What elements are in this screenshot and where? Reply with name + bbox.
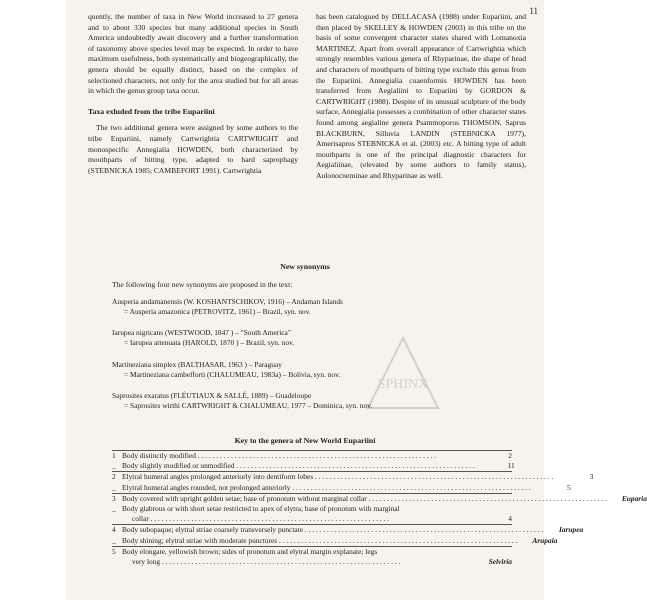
key-row [112,547,512,557]
synonym-line-2: = Iarupea attenuata (HAROLD, 1870 ) – Brazil, syn. nov. [124,338,295,347]
key-couplet-number: _ [112,461,116,471]
synonym-line-2: = Ausperia amazonica (PETROVITZ, 1961) – Brazil, syn. nov. [124,307,311,316]
key-couplet-text: Body glabrous or with short setae restricted to apex of elytra; base of pronotum with marginal [122,504,400,514]
synonym-entry [112,360,512,380]
key-couplet-text: Body subopaque; elytral striae coarsely transversely punctate . . . . . . . . . . . . . . . . . . . . . . . . . . . . . . . . . . . . . . . . . . . . . . . . . . . . . . . . . . . . . . . . . [122,525,544,535]
key-row [112,504,512,514]
left-para-1: quently, the number of taxa in New World increased to 27 genera and to about 330 species but many additional species in South America undoubtedly await discovery and a further transformation of taxonomy above species level may be expected. In order to have maximum usefulness, both systematically and biogeographically, the genera should be equally distinct, based on the complex of selectioned characters, not only for the area studied but for all areas in which the genus group taxa occur. [88,12,298,96]
synonyms-intro: The following four new synonyms are proposed in the text: [112,280,293,289]
page-number: 11 [529,6,538,16]
left-column [88,12,298,176]
key-couplet-number: _ [112,482,116,492]
key-couplet-number: 3 [112,493,116,503]
key-couplet-text: Body covered with upright golden setae; base of pronotum without marginal collar . . . . . . . . . . . . . . . . . . . . . . . . . . . . . . . . . . . . . . . . . . . . . . . . . . . . . . . . . . . . . . . . . [122,493,607,503]
key-row [112,461,515,471]
synonym-line-1: Iarupea nigricans (WESTWOOD, 1847 ) – "South America" [112,328,291,337]
left-para-2: The two additional genera were assigned by some authors to the tribe Eupariini, namely Cartwrightia CARTWRIGHT and monospecific Annegialia HOWDEN, both characterized by mouthparts of bitting type, adapted to hard saprophagy (STEBNICKA 1985; CAMBEFORT 1991). Cartwrightia [88,123,298,175]
synonym-line-1: Saprosites exaratus (FLÉUTIAUX & SALLÉ, 1889) – Guadeloupe [112,391,312,400]
key-result: Selviria [488,557,512,567]
two-column-text [88,12,526,262]
key-result: 5 [567,482,571,492]
key-couplet-text: Elytral humeral angles rounded, not prolonged anteriorly . . . . . . . . . . . . . . . . . . . . . . . . . . . . . . . . . . . . . . . . . . . . . . . . . . . . . . . . . . . . . . . . . [122,482,531,492]
key-couplet-number [112,514,122,524]
synonym-entry [112,391,512,411]
right-para: has been catalogued by DELLACASA (1988) under Eupariini, and then placed by SKELLEY & HOWDEN (2003) in this tribe on the basis of some convergent character states shared with Lomanoxia MARTINEZ. Apart from overall appearance of Cartwrightia which strongly resembles various genera of Rhyparinae, the shape of head and characters of mouthparts of bitting type exclude this genus from the Eupariini. Annegialia cuaenformis HOWDEN has been transferred from Aegialiini to Eupariini by GORDON & CARTWRIGHT (1988). Despite of its unusual sculpture of the body surface, Annegialia possesses a combination of other character states found among aegialine genera Psammoporus THOMSON, Saprus BLACKBURN, Silluvia LANDIN (STEBNICKA 1977), Amerisaprus STEBNICKA et al. (2003) etc. A bitting type of adult mouthparts is one of the principal diagnostic characters for Aegialiinae, (elevated by some authors to family status), Aulonocneminae and Rhyparinae as well. [316,12,526,180]
key-couplet-text-continued: very long . . . . . . . . . . . . . . . . . . . . . . . . . . . . . . . . . . . . . . . . . . . . . . . . . . . . . . . . . . . . . . . . . [132,557,401,567]
key-couplet-number: 1 [112,451,116,460]
key-row [112,451,512,461]
key-couplet-text: Body elongate, yellowish brown; sides of pronotum and elytral margin explanate; legs [122,546,378,556]
key-couplet-number: _ [112,504,116,514]
synonym-line-1: Ausperia andamanensis (W. KOSHANTSCHIKOV, 1916) – Andaman Islands [112,297,343,306]
key-row [112,493,647,504]
key-row [112,482,571,493]
key-couplet-text: Body slightly modified or unmodified . . . . . . . . . . . . . . . . . . . . . . . . . . . . . . . . . . . . . . . . . . . . . . . . . . . . . . . . . . . . . . . . . [122,461,475,471]
key-couplet-number [112,557,122,567]
key-result: Arupaia [532,535,558,545]
synonym-line-2: = Saprosites wirthi CARTWRIGHT & CHALUMEAU, 1977 – Dominica, syn. nov. [124,401,373,410]
key-title: Key to the genera of New World Eupariini [234,436,376,445]
key-row-continued [112,514,512,524]
key-row [112,472,594,482]
key-result: Iarupea [558,525,584,535]
genera-key [112,450,647,567]
key-couplet-text: Body shining; elytral striae with moderate punctures . . . . . . . . . . . . . . . . . . . . . . . . . . . . . . . . . . . . . . . . . . . . . . . . . . . . . . . . . . . . . . . . . [122,535,518,545]
watermark-text: SPHINX [377,377,429,392]
key-row-continued [112,557,512,567]
key-couplet-text: Body distinctly modified . . . . . . . . . . . . . . . . . . . . . . . . . . . . . . . . . . . . . . . . . . . . . . . . . . . . . . . . . . . . . . . . . [122,451,437,460]
key-row [112,535,558,546]
synonym-line-2: = Martineziana cambefforti (CHALUMEAU, 1983a) – Bolivia, syn. nov. [124,370,341,379]
synonym-line-1: Martineziana simplex (BALTHASAR, 1963 ) – Paraguay [112,360,282,369]
key-result: Euparia [621,493,647,503]
key-couplet-text-continued: collar . . . . . . . . . . . . . . . . . . . . . . . . . . . . . . . . . . . . . . . . . . . . . . . . . . . . . . . . . . . . . . . . . [132,514,390,524]
key-result: 11 [507,461,515,471]
synonym-entry [112,297,512,317]
key-result: 2 [508,451,512,460]
book-page [66,0,647,600]
key-result: 4 [508,514,512,524]
excluded-taxa-heading: Taxa exluded from the tribe Eupariini [88,106,215,116]
key-rows [112,451,647,567]
key-couplet-number: 2 [112,472,116,482]
synonyms-title: New synonyms [280,262,330,271]
key-couplet-number: 5 [112,546,116,556]
key-couplet-text: Elytral humeral angles prolonged anteriorly into dentiform lobes . . . . . . . . . . . . . . . . . . . . . . . . . . . . . . . . . . . . . . . . . . . . . . . . . . . . . . . . . . . . . . . . . [122,472,554,482]
right-column [316,12,526,182]
key-result: 3 [589,472,594,482]
synonym-entry [112,328,512,348]
sphinx-watermark-icon [358,330,448,420]
key-couplet-number: 4 [112,525,116,535]
key-row [112,525,584,535]
key-couplet-number: _ [112,535,116,545]
